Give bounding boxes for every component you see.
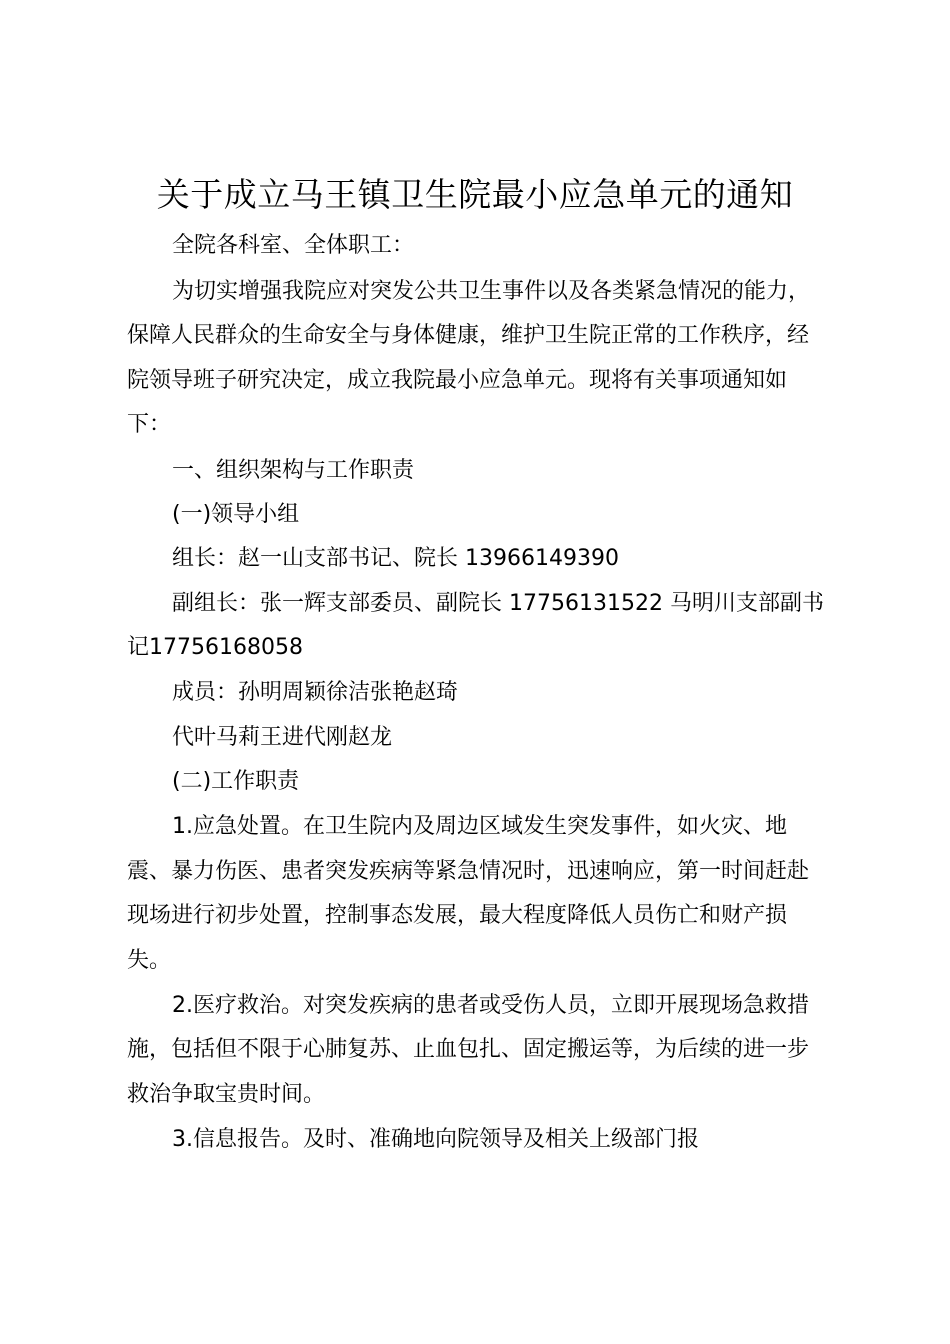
salutation: 全院各科室、全体职工：	[172, 233, 415, 258]
duty2-line-3: 救治争取宝贵时间。	[127, 1082, 326, 1107]
duty1-line-2: 震、暴力伤医、患者突发疾病等紧急情况时，迅速响应，第一时间赶赴	[127, 859, 810, 884]
intro-line-4: 下：	[127, 412, 172, 437]
intro-line-1: 为切实增强我院应对突发公共卫生事件以及各类紧急情况的能力，	[172, 279, 811, 304]
section-heading-1: 一、组织架构与工作职责	[172, 458, 415, 483]
duty2-line-1: 2.医疗救治。对突发疾病的患者或受伤人员，立即开展现场急救措	[172, 993, 809, 1018]
duty2-line-2: 施，包括但不限于心肺复苏、止血包扎、固定搬运等，为后续的进一步	[127, 1037, 810, 1062]
document-title: 关于成立马王镇卫生院最小应急单元的通知	[156, 175, 794, 214]
subheading-duties: (二)工作职责	[172, 769, 300, 794]
subheading-leadership: (一)领导小组	[172, 502, 300, 527]
intro-line-3: 院领导班子研究决定，成立我院最小应急单元。现将有关事项通知如	[127, 368, 788, 393]
duty3-line-1: 3.信息报告。及时、准确地向院领导及相关上级部门报	[172, 1127, 699, 1152]
deputy-line-2: 记17756168058	[127, 635, 303, 660]
duty1-line-4: 失。	[127, 948, 172, 973]
duty1-line-1: 1.应急处置。在卫生院内及周边区域发生突发事件，如火灾、地	[172, 814, 787, 839]
members-line-2: 代叶马莉王进代刚赵龙	[172, 725, 393, 750]
intro-line-2: 保障人民群众的生命安全与身体健康，维护卫生院正常的工作秩序，经	[127, 323, 810, 348]
duty1-line-3: 现场进行初步处置，控制事态发展，最大程度降低人员伤亡和财产损	[127, 903, 788, 928]
leader-line: 组长：赵一山支部书记、院长 13966149390	[172, 546, 619, 571]
deputy-line-1: 副组长：张一辉支部委员、副院长 17756131522 马明川支部副书	[172, 591, 824, 616]
members-line-1: 成员：孙明周颖徐洁张艳赵琦	[172, 680, 459, 705]
